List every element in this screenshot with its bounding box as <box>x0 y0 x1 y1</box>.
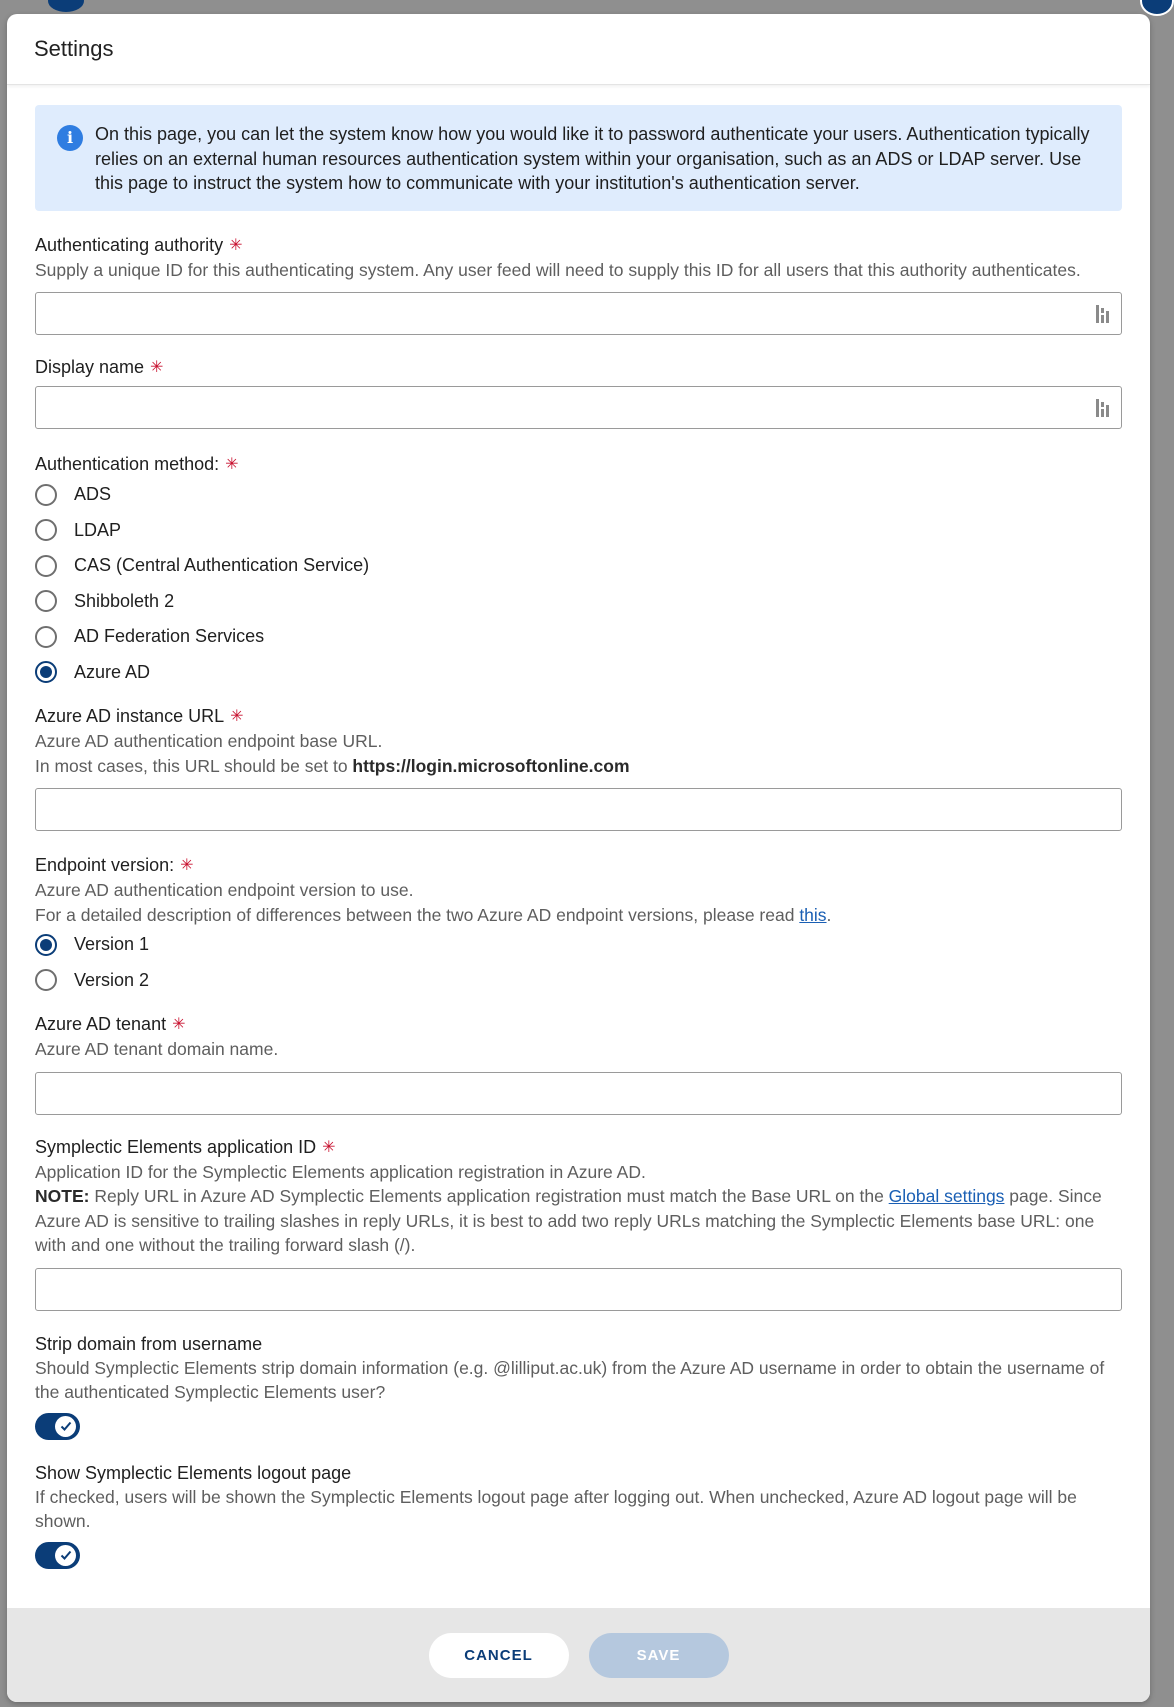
this-link[interactable]: this <box>799 904 827 925</box>
required-asterisk-icon: ✳ <box>150 359 164 376</box>
tenant-input[interactable] <box>35 1072 1122 1115</box>
strip-domain-help: Should Symplectic Elements strip domain information (e.g. @lilliput.ac.uk) from the Azure AD username in order to obtain the username of the authenticated Symplectic Elements user? <box>35 1357 1105 1402</box>
radio-option-ads[interactable]: ADS <box>35 477 1122 513</box>
radio-button[interactable] <box>35 626 57 648</box>
radio-button-selected[interactable] <box>35 661 57 683</box>
endpoint-version-label: Endpoint version: ✳ <box>35 855 194 875</box>
instance-url-help-default: In most cases, this URL should be set to https://login.microsoftonline.com <box>35 755 630 776</box>
authority-input[interactable] <box>35 292 1122 335</box>
app-id-field <box>35 1135 1122 1311</box>
radio-button-selected[interactable] <box>35 934 57 956</box>
radio-button[interactable] <box>35 484 57 506</box>
password-manager-icon[interactable] <box>1095 398 1111 418</box>
required-asterisk-icon: ✳ <box>172 1016 186 1033</box>
required-asterisk-icon: ✳ <box>225 456 239 473</box>
endpoint-version-help: Azure AD authentication endpoint version to use. <box>35 880 414 900</box>
strip-domain-field <box>35 1332 1122 1440</box>
background-badge <box>1140 0 1174 16</box>
tenant-field <box>35 1012 1122 1115</box>
instance-url-input[interactable] <box>35 788 1122 831</box>
logout-page-field <box>35 1461 1122 1569</box>
display-name-input[interactable] <box>35 386 1122 429</box>
auth-method-field <box>35 452 1122 690</box>
display-name-label: Display name ✳ <box>35 357 164 377</box>
radio-option-version-2[interactable]: Version 2 <box>35 963 1122 999</box>
logout-page-label: Show Symplectic Elements logout page <box>35 1462 352 1483</box>
required-asterisk-icon: ✳ <box>322 1138 336 1156</box>
instance-url-help: Azure AD authentication endpoint base URL. <box>35 731 383 751</box>
radio-option-cas[interactable]: CAS (Central Authentication Service) <box>35 548 1122 584</box>
cancel-button[interactable]: CANCEL <box>429 1633 569 1678</box>
radio-button[interactable] <box>35 590 57 612</box>
radio-button[interactable] <box>35 555 57 577</box>
info-banner <box>35 105 1122 211</box>
required-asterisk-icon: ✳ <box>180 857 194 874</box>
info-icon: i <box>57 125 83 151</box>
instance-url-label: Azure AD instance URL ✳ <box>35 706 244 726</box>
info-text: On this page, you can let the system know how you would like it to password authenticate your users. Authentication typically relies on an external human resources authentication system within your organisation, such as an ADS or LDAP server. Use this page to instruct the system how to communicate with your institution's authentication server. <box>95 124 1090 193</box>
check-icon <box>55 1416 76 1437</box>
strip-domain-toggle[interactable] <box>35 1413 80 1440</box>
password-manager-icon[interactable] <box>1095 304 1111 324</box>
app-id-input[interactable] <box>35 1268 1122 1311</box>
save-button[interactable]: SAVE <box>589 1633 729 1678</box>
radio-option-version-1[interactable]: Version 1 <box>35 927 1122 963</box>
dialog-body <box>7 85 1150 1569</box>
dialog-header <box>7 14 1150 85</box>
required-asterisk-icon: ✳ <box>230 708 244 725</box>
background-avatar <box>48 0 84 12</box>
radio-option-adfs[interactable]: AD Federation Services <box>35 619 1122 655</box>
app-id-help: Application ID for the Symplectic Elements application registration in Azure AD. <box>35 1161 646 1182</box>
radio-option-ldap[interactable]: LDAP <box>35 513 1122 549</box>
logout-page-help: If checked, users will be shown the Symplectic Elements logout page after logging out. When unchecked, Azure AD logout page will be shown. <box>35 1486 1077 1531</box>
authority-field <box>35 233 1122 336</box>
radio-button[interactable] <box>35 519 57 541</box>
display-name-field <box>35 355 1122 429</box>
radio-option-azure-ad[interactable]: Azure AD <box>35 655 1122 691</box>
dialog-title: Settings <box>34 36 114 61</box>
required-asterisk-icon: ✳ <box>229 236 243 254</box>
tenant-help: Azure AD tenant domain name. <box>35 1039 279 1059</box>
auth-method-label: Authentication method: ✳ <box>35 454 239 474</box>
authority-help: Supply a unique ID for this authenticating system. Any user feed will need to supply this ID for all users that this authority authenticates. <box>35 259 1081 280</box>
settings-dialog <box>7 14 1150 1702</box>
radio-button[interactable] <box>35 969 57 991</box>
instance-url-field <box>35 704 1122 831</box>
endpoint-version-field <box>35 853 1122 998</box>
app-id-label: Symplectic Elements application ID ✳ <box>35 1136 336 1157</box>
endpoint-version-help-link: For a detailed description of differences between the two Azure AD endpoint versions, please read this. <box>35 904 832 925</box>
strip-domain-label: Strip domain from username <box>35 1333 263 1354</box>
logout-page-toggle[interactable] <box>35 1542 80 1569</box>
authority-label: Authenticating authority ✳ <box>35 234 243 255</box>
check-icon <box>55 1545 76 1566</box>
tenant-label: Azure AD tenant ✳ <box>35 1014 186 1034</box>
app-id-note: NOTE: Reply URL in Azure AD Symplectic Elements application registration must match the Base URL on the Global settings page. Since Azure AD is sensitive to trailing slashes in reply URLs, it is best to add two reply URLs matching the Symplectic Elements base URL: one with and one without the trailing forward slash (/). <box>35 1186 1102 1255</box>
dialog-footer <box>7 1608 1150 1702</box>
global-settings-link[interactable]: Global settings <box>888 1186 1005 1206</box>
radio-option-shibboleth[interactable]: Shibboleth 2 <box>35 584 1122 620</box>
